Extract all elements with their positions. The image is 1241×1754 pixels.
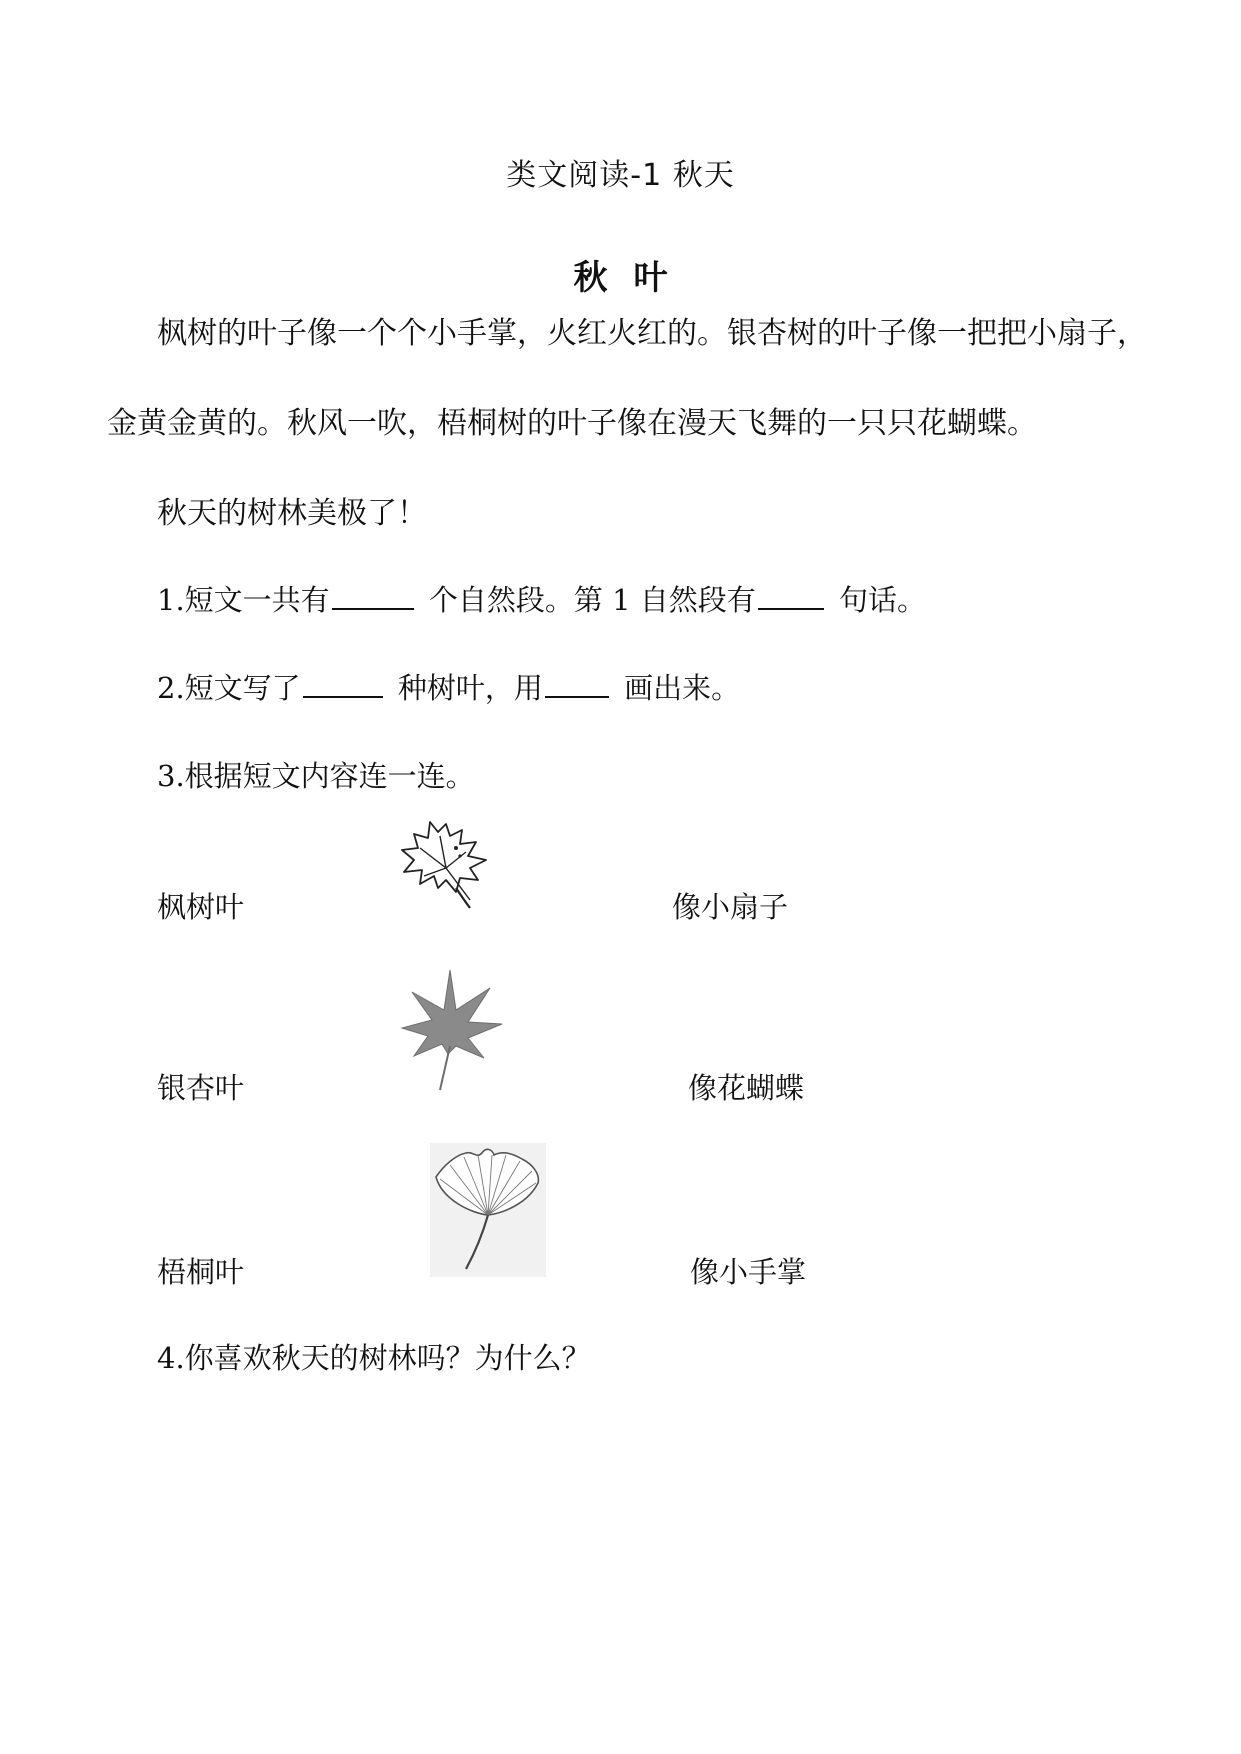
question-3: 3.根据短文内容连一连。 bbox=[157, 759, 475, 793]
match-right-3[interactable]: 像小手掌 bbox=[690, 1255, 807, 1289]
match-left-1[interactable]: 枫树叶 bbox=[157, 890, 245, 924]
ginkgo-leaf-image bbox=[430, 1143, 546, 1277]
passage-title: 秋叶 bbox=[573, 258, 694, 298]
match-right-2[interactable]: 像花蝴蝶 bbox=[688, 1071, 805, 1105]
answer-blank-leaf-count[interactable] bbox=[303, 672, 383, 698]
passage-line-2: 金黄金黄的。秋风一吹，梧桐树的叶子像在漫天飞舞的一只只花蝴蝶。 bbox=[107, 406, 1037, 441]
question-2-part2: 种树叶，用 bbox=[397, 671, 543, 705]
answer-blank-sentence-count[interactable] bbox=[758, 584, 824, 610]
question-2-part1: 2.短文写了 bbox=[157, 671, 301, 705]
worksheet-header: 类文阅读-1 秋天 bbox=[506, 158, 735, 193]
question-1-part2: 个自然段。第 1 自然段有 bbox=[428, 583, 756, 617]
question-1-part1: 1.短文一共有 bbox=[157, 583, 330, 617]
sycamore-leaf-image bbox=[400, 818, 490, 913]
question-2 bbox=[157, 666, 740, 707]
passage-line-1: 枫树的叶子像一个个小手掌，火红火红的。银杏树的叶子像一把把小扇子， bbox=[157, 316, 1147, 351]
match-left-3[interactable]: 梧桐叶 bbox=[157, 1255, 245, 1289]
question-1-part3: 句话。 bbox=[839, 583, 927, 617]
question-2-part3: 画出来。 bbox=[624, 671, 741, 705]
question-1 bbox=[157, 578, 926, 619]
question-4: 4.你喜欢秋天的树林吗？为什么？ bbox=[157, 1341, 591, 1375]
match-right-1[interactable]: 像小扇子 bbox=[672, 890, 789, 924]
answer-blank-paragraph-count[interactable] bbox=[332, 584, 414, 610]
answer-blank-mark[interactable] bbox=[545, 672, 609, 698]
match-left-2[interactable]: 银杏叶 bbox=[157, 1071, 245, 1105]
passage-line-3: 秋天的树林美极了！ bbox=[157, 496, 427, 531]
maple-leaf-image bbox=[398, 966, 506, 1094]
